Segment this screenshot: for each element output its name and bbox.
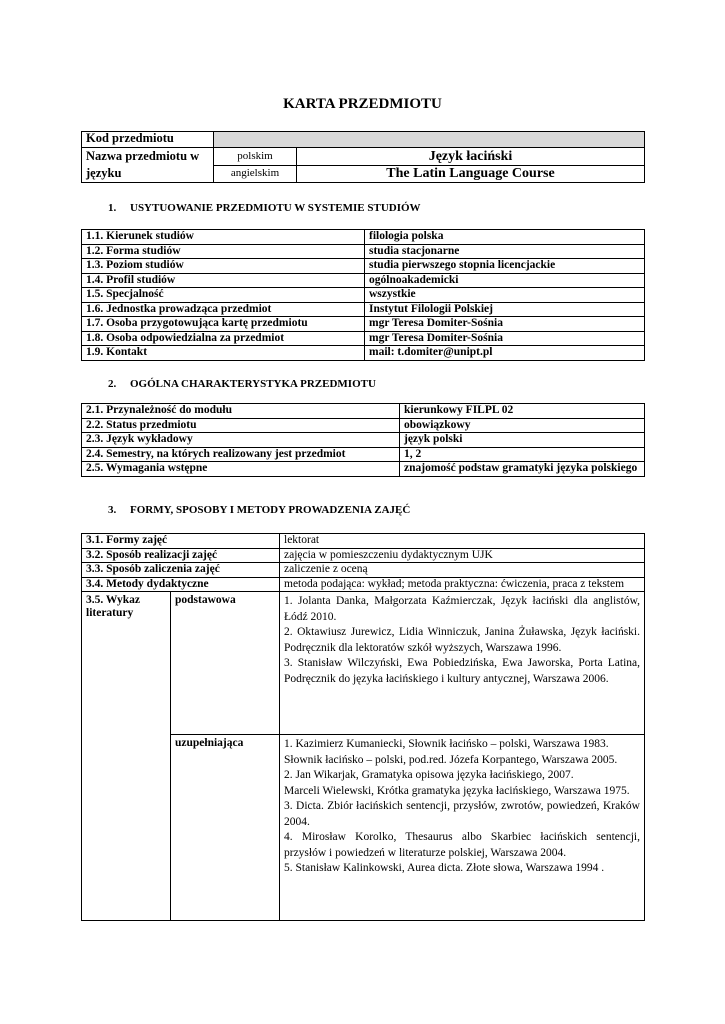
row-value: studia pierwszego stopnia licencjackie [365, 259, 645, 274]
row-label: 1.8. Osoba odpowiedzialna za przedmiot [82, 331, 365, 346]
table-row [82, 317, 645, 332]
nazwa-label: Nazwa przedmiotu w języku [82, 148, 214, 183]
table-row [82, 230, 645, 245]
literature-item: Marceli Wielewski, Krótka gramatyka języka łacińskiego, Warszawa 1975. [284, 784, 630, 797]
literature-item: 3. Stanisław Wilczyński, Ewa Pobiedzińska, Ewa Jaworska, Porta Latina, Podręcznik do języka łacińskiego i kultury antycznej, Warszawa 2006. [284, 657, 640, 685]
row-value: metoda podająca: wykład; metoda praktyczna: ćwiczenia, praca z tekstem [280, 577, 645, 592]
section2-heading [108, 378, 376, 390]
row-value: lektorat [280, 534, 645, 549]
row-label: 1.2. Forma studiów [82, 244, 365, 259]
row-label: 1.5. Specjalność [82, 288, 365, 303]
row-label: 2.5. Wymagania wstępne [82, 462, 400, 477]
document-title: KARTA PRZEDMIOTU [283, 96, 442, 112]
literature-item: 1. Jolanta Danka, Małgorzata Kaźmierczak, Język łaciński dla anglistów, Łódź 2010. [284, 595, 640, 623]
row-value: zaliczenie z oceną [280, 563, 645, 578]
polskim-value: Język łaciński [297, 148, 645, 166]
row-label: 2.4. Semestry, na których realizowany jest przedmiot [82, 447, 400, 462]
row-label: 3.3. Sposób zaliczenia zajęć [82, 563, 280, 578]
table-row [82, 346, 645, 361]
section3-title: FORMY, SPOSOBY I METODY PROWADZENIA ZAJĘĆ [130, 504, 411, 516]
table-row [82, 577, 645, 592]
row-label: 2.2. Status przedmiotu [82, 418, 400, 433]
row-value: filologia polska [365, 230, 645, 245]
section1-title: USYTUOWANIE PRZEDMIOTU W SYSTEMIE STUDIÓW [130, 202, 421, 214]
kod-value [214, 132, 645, 148]
row-label: 3.1. Formy zajęć [82, 534, 280, 549]
section3-number: 3. [108, 504, 117, 516]
polskim-label: polskim [214, 148, 297, 166]
literature-item: 3. Dicta. Zbiór łacińskich sentencji, przysłów, zwrotów, powiedzeń, Kraków 2004. [284, 800, 640, 828]
row-value: znajomość podstaw gramatyki języka polskiego [400, 462, 645, 477]
row-value: kierunkowy FILPL 02 [400, 404, 645, 419]
literature-item: 2. Oktawiusz Jurewicz, Lidia Winniczuk, Janina Żuławska, Język łaciński. Podręcznik dla lektoratów szkół wyższych, Warszawa 1996. [284, 626, 640, 654]
section1-table [81, 229, 645, 361]
angielskim-value: The Latin Language Course [297, 165, 645, 183]
row-label: 2.1. Przynależność do modułu [82, 404, 400, 419]
section2-table [81, 403, 645, 477]
table-row [82, 273, 645, 288]
section3-table [81, 533, 645, 921]
podstawowa-label: podstawowa [171, 592, 280, 735]
table-row [82, 418, 645, 433]
table-row [82, 331, 645, 346]
table-row [82, 548, 645, 563]
row-value: Instytut Filologii Polskiej [365, 302, 645, 317]
table-row [82, 433, 645, 448]
row-value: studia stacjonarne [365, 244, 645, 259]
table-row [82, 259, 645, 274]
row-label: 1.9. Kontakt [82, 346, 365, 361]
table-row [82, 447, 645, 462]
table-row [82, 244, 645, 259]
podstawowa-list [280, 592, 645, 735]
row-value: mgr Teresa Domiter-Sośnia [365, 331, 645, 346]
section3-heading [108, 504, 410, 516]
row-value: 1, 2 [400, 447, 645, 462]
table-row [82, 462, 645, 477]
table-row [82, 563, 645, 578]
table-row [82, 288, 645, 303]
row-label: 3.4. Metody dydaktyczne [82, 577, 280, 592]
literature-item: 2. Jan Wikarjak, Gramatyka opisowa języka łacińskiego, 2007. [284, 769, 574, 781]
row-value: zajęcia w pomieszczeniu dydaktycznym UJK [280, 548, 645, 563]
angielskim-label: angielskim [214, 165, 297, 183]
row-value: mail: t.domiter@unipt.pl [365, 346, 645, 361]
literature-item: 5. Stanisław Kalinkowski, Aurea dicta. Złote słowa, Warszawa 1994 . [284, 862, 605, 874]
row-value: mgr Teresa Domiter-Sośnia [365, 317, 645, 332]
row-label: 1.4. Profil studiów [82, 273, 365, 288]
course-header-table [81, 131, 645, 183]
literature-item: 4. Mirosław Korolko, Thesaurus albo Skarbiec łacińskich sentencji, przysłów i powiedzeń w literaturze polskiej, Warszawa 2004. [284, 831, 640, 859]
row-label: 1.3. Poziom studiów [82, 259, 365, 274]
row-label: 3.2. Sposób realizacji zajęć [82, 548, 280, 563]
row-label: 1.6. Jednostka prowadząca przedmiot [82, 302, 365, 317]
table-row [82, 404, 645, 419]
uzupelniajaca-label: uzupełniająca [171, 735, 280, 921]
kod-label: Kod przedmiotu [82, 132, 214, 148]
section2-title: OGÓLNA CHARAKTERYSTYKA PRZEDMIOTU [130, 378, 376, 390]
row-value: ogólnoakademicki [365, 273, 645, 288]
literature-item: Słownik łacińsko – polski, pod.red. Józefa Korpantego, Warszawa 2005. [284, 753, 618, 766]
section1-number: 1. [108, 202, 117, 214]
literature-item: 1. Kazimierz Kumaniecki, Słownik łacińsko – polski, Warszawa 1983. [284, 738, 609, 750]
uzupelniajaca-list [280, 735, 645, 921]
lit-label: 3.5. Wykaz literatury [82, 592, 171, 921]
row-label: 1.1. Kierunek studiów [82, 230, 365, 245]
section2-number: 2. [108, 378, 117, 390]
row-value: wszystkie [365, 288, 645, 303]
table-row [82, 534, 645, 549]
row-value: język polski [400, 433, 645, 448]
row-label: 1.7. Osoba przygotowująca kartę przedmiotu [82, 317, 365, 332]
row-label: 2.3. Język wykładowy [82, 433, 400, 448]
row-value: obowiązkowy [400, 418, 645, 433]
table-row [82, 302, 645, 317]
section1-heading [108, 202, 421, 214]
